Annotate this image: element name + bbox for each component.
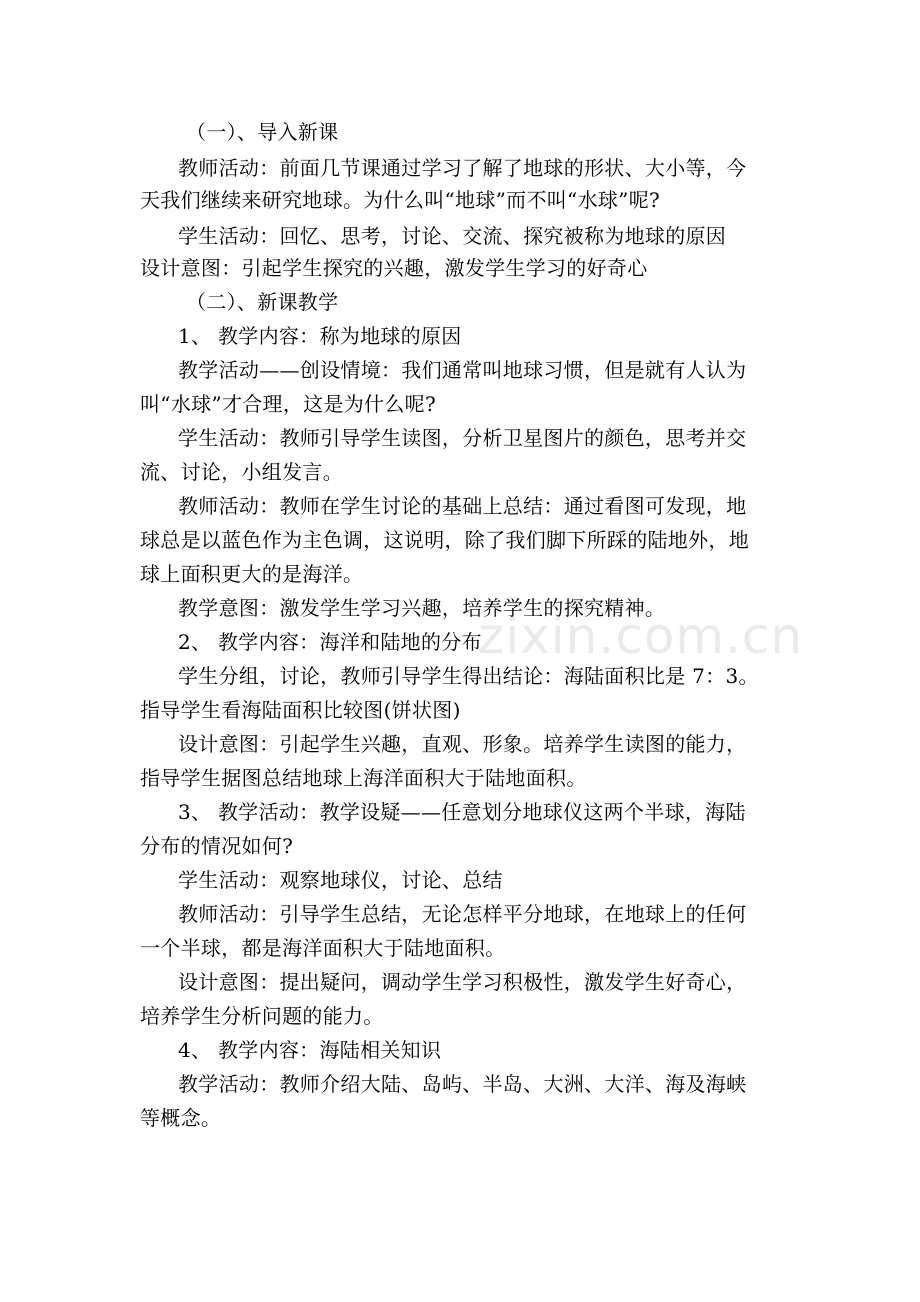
paragraph-line: 教师活动：引导学生总结，无论怎样平分地球，在地球上的任何 [178, 902, 747, 926]
paragraph-line: 指导学生据图总结地球上海洋面积大于陆地面积。 [140, 766, 587, 790]
paragraph-line: 学生分组，讨论，教师引导学生得出结论：海陆面积比是 7：3。 [178, 664, 759, 688]
watermark: zixin.com.cn [478, 607, 804, 665]
paragraph-line: 等概念。 [140, 1106, 222, 1130]
paragraph-line: 流、讨论，小组发言。 [140, 460, 343, 484]
item-heading-4: 4、 教学内容：海陆相关知识 [178, 1038, 442, 1062]
section-heading-2: （二）、新课教学 [186, 290, 339, 314]
paragraph-line: 学生活动：回忆、思考，讨论、交流、探究被称为地球的原因 [178, 224, 727, 248]
paragraph-line: 天我们继续来研究地球。为什么叫“地球”而不叫“水球”呢? [140, 188, 661, 212]
paragraph-line: 叫“水球”才合理，这是为什么呢? [140, 392, 436, 416]
section-heading-1: （一）、导入新课 [186, 120, 339, 144]
paragraph-line: 教师活动：教师在学生讨论的基础上总结：通过看图可发现，地 [178, 494, 747, 518]
item-heading-3: 3、 教学活动：教学设疑——任意划分地球仪这两个半球，海陆 [178, 800, 746, 824]
paragraph-line: 教学活动——创设情境：我们通常叫地球习惯，但是就有人认为 [178, 358, 747, 382]
paragraph-line: 设计意图：引起学生兴趣，直观、形象。培养学生读图的能力， [178, 732, 747, 756]
paragraph-line: 教师活动：前面几节课通过学习了解了地球的形状、大小等，今 [178, 156, 747, 180]
paragraph-line: 培养学生分析问题的能力。 [140, 1004, 384, 1028]
paragraph-line: 分布的情况如何? [140, 834, 294, 858]
paragraph-line: 学生活动：观察地球仪，讨论、总结 [178, 868, 503, 892]
paragraph-line: 一个半球，都是海洋面积大于陆地面积。 [140, 936, 506, 960]
paragraph-line: 球上面积更大的是海洋。 [140, 562, 364, 586]
paragraph-line: 球总是以蓝色作为主色调，这说明，除了我们脚下所踩的陆地外，地 [140, 528, 749, 552]
paragraph-line: 教学活动：教师介绍大陆、岛屿、半岛、大洲、大洋、海及海峡 [178, 1072, 747, 1096]
paragraph-line: 教学意图：激发学生学习兴趣，培养学生的探究精神。 [178, 596, 666, 620]
item-heading-2: 2、 教学内容：海洋和陆地的分布 [178, 630, 482, 654]
paragraph-line: 设计意图：提出疑问，调动学生学习积极性，激发学生好奇心， [178, 970, 747, 994]
paragraph-line: 设计意图：引起学生探究的兴趣，激发学生学习的好奇心 [140, 256, 648, 280]
paragraph-line: 学生活动：教师引导学生读图，分析卫星图片的颜色，思考并交 [178, 426, 747, 450]
paragraph-line: 指导学生看海陆面积比较图(饼状图) [140, 698, 461, 722]
item-heading-1: 1、 教学内容：称为地球的原因 [178, 324, 462, 348]
